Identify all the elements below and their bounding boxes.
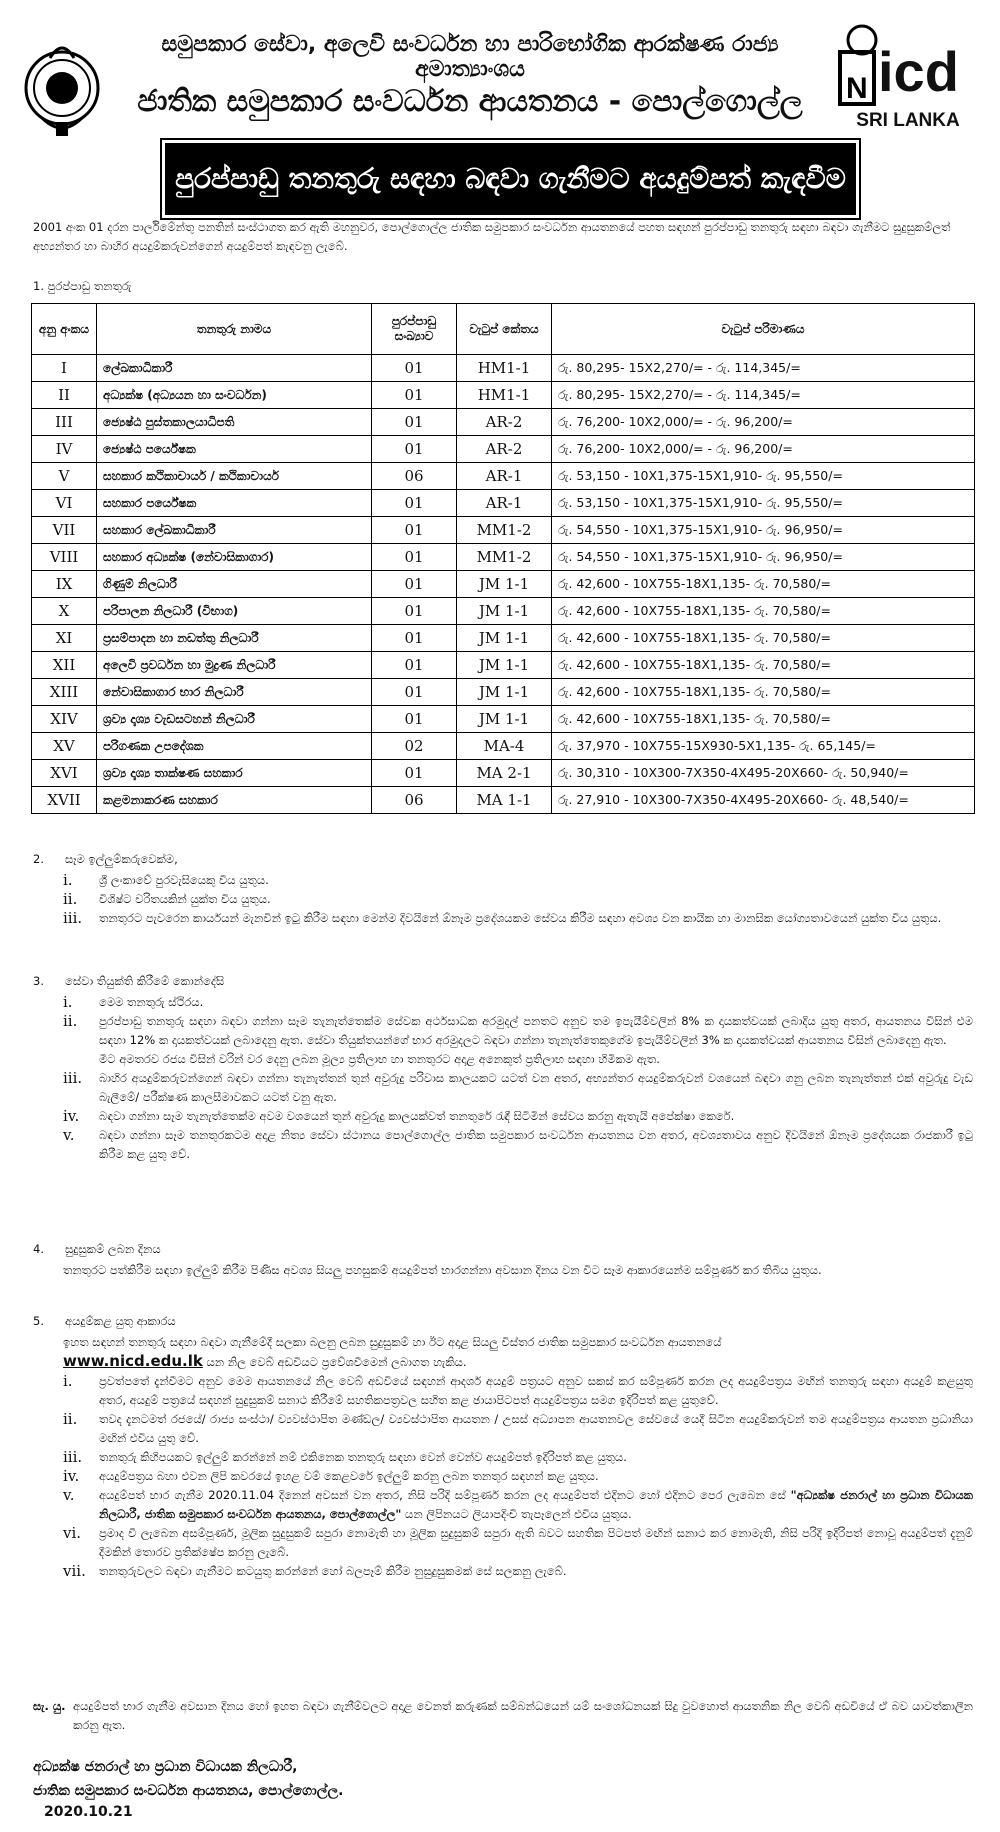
ministry-title: සමුපකාර සේවා, අලෙවි සංවර්ධන හා පාරිභෝගික ආරක්ෂණ රාජ්‍ය අමාත්‍යාංශය [161,32,779,82]
section-title: සේවා තියුක්ති කිරීමේ කොන්දේසි [65,974,225,988]
row-number: IV [32,436,97,463]
post-name: කළමනාකරණ සහකාර [97,787,372,814]
post-name: සහකාර අධ්‍යක්ෂ (නේවාසිකාගාර) [97,544,372,571]
post-name: අලෙවි ප්‍රවර්ධන හා මුද්‍රණ නිලධාරී [97,652,372,679]
section-title: සුදුසුකම් ලබන දිනය [65,1242,161,1256]
vacancy-count: 01 [372,382,457,409]
institute-title: ජාතික සමුපකාර සංවර්ධන ආයතනය - පොල්ගොල්ල [137,84,803,119]
salary-code: JM 1-1 [457,679,552,706]
row-number: XVII [32,787,97,814]
item-text-main: තවද දැනටමත් රජයේ/ රාජ්‍ය සංස්ථා/ ව්‍යවස්ථාපිත මණ්ඩල/ ව්‍යවස්ථාපිත ආයතන / උසස් අධ්‍යාපන ආයතනවල සේවයේ යෙදී සිටින අයදුම්කරුවන් තම අයදුම්පත්‍රය ආයතන ප්‍රධානියා මඟින් එවිය යුතු වේ. [99,1412,973,1445]
item-text-main: අයදුම්පත්‍රය බහා එවන ලිපි කවරයේ ඉහළ වම් කෙළවරේ ඉල්ලුම් කරනු ලබන තනතුර සඳහන් කළ යුතුය. [99,1469,599,1483]
intro-paragraph: 2001 අංක 01 දරන පාර්ලිමේන්තු පනතින් සංස්ථාගත කර ඇති මහනුවර, පොල්ගොල්ල ජාතික සමුපකාර සංවර්ධන ආයතනයේ පහත සඳහන් පුරප්පාඩු තනතුරු සඳහා බඳවා ගැනීමට සුදුසුකම්ලත් අභ්‍යන්තර හා බාහිර අයදුම්කරුවන්ගෙන් අයදුම්පත් කැඳවනු ලැබේ. [33,220,951,253]
vacancy-count: 01 [372,598,457,625]
website-link[interactable]: www.nicd.edu.lk [63,1352,203,1370]
row-number: VII [32,517,97,544]
salary-scale: රු. 42,600 - 10X755-18X1,135- රු. 70,580/= [552,652,975,679]
table-row [32,409,975,436]
apply-intro-text: ඉහත සඳහන් තනතුරු සඳහා බඳවා ගැනීමේදී සලකා බලනු ලබන සුදුසුකම් හා ඊට අදාළ සියලු විස්තර ජාතික සමුපකාර සංවර්ධන ආයතනයේ [63,1335,722,1349]
vacancy-count: 01 [372,625,457,652]
list-item [63,909,973,928]
table-row [32,679,975,706]
item-numeral: iv. [63,1467,80,1485]
salary-scale: රු. 37,970 - 10X755-15X930-5X1,135- රු. 65,145/= [552,733,975,760]
table-row [32,625,975,652]
salary-scale: රු. 42,600 - 10X755-18X1,135- රු. 70,580/= [552,598,975,625]
item-numeral: i. [63,1372,73,1390]
vacancy-count: 06 [372,463,457,490]
salary-code: AR-2 [457,436,552,463]
row-number: I [32,355,97,382]
section-conditions [33,972,973,1164]
vacancy-count: 06 [372,787,457,814]
signature-line-1: අධ්‍යක්ෂ ජනරාල් හා ප්‍රධාන විධායක නිලධාරී, [33,1759,298,1775]
item-text-main: තනතුරුවලට බඳවා ගැනීමට කටයුතු කරන්නේ හෝ බලපෑම් කිරීම නුසුදුසුකමක් සේ සලකනු ලැබේ. [99,1564,567,1578]
salary-code: JM 1-1 [457,625,552,652]
salary-code: MA 1-1 [457,787,552,814]
vacancy-table [31,303,975,814]
vacancy-count: 01 [372,436,457,463]
row-number: XV [32,733,97,760]
item-text [99,871,973,890]
section-title: අයදුම්කළ යුතු ආකාරය [65,1314,176,1328]
table-title: 1. පුරප්පාඩු තනතුරු [33,279,132,293]
item-text [99,1126,973,1164]
item-numeral: iii. [63,1069,83,1087]
logo-text: icd [878,40,959,103]
item-text [99,890,973,909]
section-qualifying-date [33,1240,973,1280]
vacancy-count: 01 [372,652,457,679]
salary-scale: රු. 42,600 - 10X755-18X1,135- රු. 70,580/= [552,571,975,598]
list-item [63,871,973,890]
vacancy-count: 01 [372,571,457,598]
item-text [99,1107,973,1126]
note-text: අයදුම්පත් භාර ගැනීම අවසාන දිනය හෝ ඉහත බඳවා ගැනීම්වලට අදාළ වෙනත් කරුණක් සම්බන්ධයෙන් යම් සංශෝධනයක් සිදු වුවහොත් ආයතනික නිල වෙබ් අඩවියේ ඒ බව යාවත්කාලීන කරනු ඇත. [73,1699,973,1732]
row-number: XIV [32,706,97,733]
table-row [32,463,975,490]
row-number: XI [32,625,97,652]
row-number: X [32,598,97,625]
post-name: ලේඛකාධිකාරී [97,355,372,382]
table-row [32,733,975,760]
salary-code: MM1-2 [457,517,552,544]
section-number: 3. [33,974,44,988]
post-name: සහකාර ලේඛකාධිකාරී [97,517,372,544]
salary-scale: රු. 76,200- 10X2,000/= - රු. 96,200/= [552,436,975,463]
vacancy-count: 01 [372,760,457,787]
post-name: ශ්‍රව්‍ය දෘශ්‍ය වැඩසටහන් නිලධාරී [97,706,372,733]
logo-subtext: SRI LANKA [856,110,960,131]
item-text [99,1524,973,1562]
post-name: ශ්‍රව්‍ය දෘශ්‍ය තාක්ෂණ සහකාර [97,760,372,787]
item-text [99,1012,973,1050]
list-item [63,1410,973,1448]
item-numeral: i. [63,871,73,889]
salary-scale: රු. 53,150 - 10X1,375-15X1,910- රු. 95,550/= [552,490,975,517]
section-how-to-apply [33,1312,973,1581]
list-item [63,1107,973,1126]
list-item [63,1372,973,1410]
item-text-main: අයදුම්පත් භාර ගැනීම 2020.11.04 දිනෙන් අවසන් වන අතර, නිසි පරිදි සම්පූර්ණ කරන ලද අයදුම්පත් එදිනට හෝ එදිනට පෙර ලැබෙන සේ [99,1488,786,1502]
section-title: සෑම ඉල්ලුම්කරුවෙක්ම, [65,852,178,866]
table-row [32,382,975,409]
post-name: ප්‍රසම්පාදන හා නඩත්තු නිලධාරී [97,625,372,652]
salary-scale: රු. 54,550 - 10X1,375-15X1,910- රු. 96,950/= [552,544,975,571]
item-text [99,1562,973,1581]
item-numeral [63,1050,99,1069]
item-numeral: i. [63,993,73,1011]
salary-code: JM 1-1 [457,571,552,598]
vacancy-count: 01 [372,706,457,733]
item-numeral: ii. [63,1410,78,1428]
row-number: XVI [32,760,97,787]
table-body [32,355,975,814]
col-header-scale: වැටුප් පරිමාණය [552,304,975,355]
table-row [32,517,975,544]
signature-block [33,1755,633,1803]
item-numeral: iii. [63,1448,83,1466]
vacancy-count: 01 [372,490,457,517]
publication-date: 2020.10.21 [44,1804,133,1820]
list-item [63,1069,973,1107]
row-number: V [32,463,97,490]
salary-code: HM1-1 [457,355,552,382]
salary-code: AR-2 [457,409,552,436]
item-text [99,993,973,1012]
item-numeral: ii. [63,890,78,908]
table-row [32,355,975,382]
item-text-main: බඳවා ගන්නා සෑම තනතුරකටම අදාළ නිත්‍ය සේවා ස්ථානය පොල්ගොල්ල ජාතික සමුපකාර සංවර්ධන ආයතනය වන අතර, අවශ්‍යතාවය අනුව දිවයිනේ ඕනෑම ප්‍රදේශයක රාජකාරී ඉටු කිරීම කළ යුතු වේ. [99,1128,973,1161]
item-text [99,1410,973,1448]
item-text [99,1050,973,1069]
salary-code: JM 1-1 [457,706,552,733]
table-row [32,598,975,625]
item-text-main: බාහිර අයදුම්කරුවන්ගෙන් බඳවා ගන්නා තැනැත්තන් තුන් අවුරුදු පරිවාස කාලයකට යටත් වන අතර, අභ්‍යන්තර අයදුම්කරුවන් වශයෙන් බඳවා ගනු ලබන තැනැත්තන් එක් අවුරුදු වැඩ බැලීමේ/ පරීක්ෂණ කාලසීමාවකට යටත් වනු ඇත. [99,1071,973,1104]
salary-code: MA-4 [457,733,552,760]
table-row [32,436,975,463]
headline-banner: පුරප්පාඩු තනතුරු සඳහා බඳවා ගැනීමට අයදුම්පත් කැඳවීම [165,143,856,215]
table-row [32,652,975,679]
post-name: ජ්‍යෙෂ්ඨ පුස්තකාලයාධිපති [97,409,372,436]
row-number: IX [32,571,97,598]
row-number: VI [32,490,97,517]
salary-scale: රු. 30,310 - 10X300-7X350-4X495-20X660- රු. 50,940/= [552,760,975,787]
list-item [63,1050,973,1069]
apply-intro-end: යන නිල වෙබ් අඩවියට ප්‍රවේශවීමෙන් ලබාගත හැකිය. [206,1355,467,1369]
item-text [99,1467,973,1486]
list-item [63,1524,973,1562]
vacancy-count: 01 [372,355,457,382]
item-numeral: iv. [63,1107,80,1125]
item-text-main: මෙම තනතුරු ස්ථිරය. [99,995,204,1009]
post-name: පරිගණක උපදේශක [97,733,372,760]
post-name: අධ්‍යක්ෂ (අධ්‍යයන හා සංවර්ධන) [97,382,372,409]
note-label: සැ. යු. [33,1699,66,1713]
salary-scale: රු. 76,200- 10X2,000/= - රු. 96,200/= [552,409,975,436]
table-row [32,760,975,787]
item-numeral: vi. [63,1524,82,1542]
salary-code: AR-1 [457,463,552,490]
item-text-main: පුරප්පාඩු තනතුරු සඳහා බඳවා ගන්නා සෑම තැනැත්තෙක්ම සේවක අර්ථසාධක අරමුදල් පනතට අනුව තම ඉපැයීම්වලින් 8% ක දායකත්වයක් ලබාදිය යුතු අතර, ආයතනය විසින් එම සඳහා 12% ක දායකත්වයක් ලබාදෙනු ඇත. සේවා තියුක්තයන්ගේ භාර අරමුදලට බඳවා ගන්නා තැනැත්තෙකුගේම ඉපැයීම්වලින් 3% ක දායකත්වයක් ආයතනය විසින් ලබාදෙනු ඇත. [99,1014,973,1047]
list-item [63,1467,973,1486]
item-text-main: බඳවා ගන්නා සෑම තැනැත්තෙක්ම අවම වශයෙන් තුන් අවුරුදු කාලයක්වත් තනතුරේ රැඳී සිටිමින් සේවය කරනු ඇතැයි අපේක්ෂා කෙරේ. [99,1109,735,1123]
item-text-main: ප්‍රමාද වී ලැබෙන අසම්පූර්ණ, මූලික සුදුසුකම් සපුරා නොමැති හා මූලික සුදුසුකම් සපුරා ඇති බවට සහතික පිටපත් මඟින් සනාථ කර නොමැති, නිසි පරිදි ඉදිරිපත් නොවූ අයදුම්පත් දැනුම් දීමකින් තොරව ප්‍රතික්ෂේප කරනු ලැබේ. [99,1526,973,1559]
vacancy-count: 01 [372,544,457,571]
note-block [33,1697,973,1735]
row-number: XII [32,652,97,679]
col-header-number: අනු අංකය [32,304,97,355]
post-name: ගිණුම් නිලධාරී [97,571,372,598]
svg-text:N: N [846,72,868,105]
item-numeral: iii. [63,909,83,927]
post-name: නේවාසිකාගාර භාර නිලධාරී [97,679,372,706]
salary-scale: රු. 42,600 - 10X755-18X1,135- රු. 70,580/= [552,706,975,733]
section-text: තනතුරට පත්කිරීම සඳහා ඉල්ලුම් කිරීම පිණිස අවශ්‍ය සියලු පහසුකම් අයදුම්පත් භාරගන්නා අවසාන දිනය වන විට සෑම ආකාරයෙන්ම සම්පූර්ණ කර තිබිය යුතුය. [63,1263,822,1277]
list-item [63,1448,973,1467]
item-text-main: තනතුරට පැවරෙන කාර්යයන් මැනවින් ඉටු කිරීම සඳහා මෙන්ම දිවයිනේ ඕනෑම ප්‍රදේශයකම සේවය කිරීම සඳහා අවශ්‍ය වන කායික හා මානසික යෝග්‍යතාවයෙන් යුක්ත විය යුතුය. [99,911,942,925]
table-row [32,490,975,517]
salary-code: JM 1-1 [457,598,552,625]
col-header-count: පුරප්පාඩු සංඛ්‍යාව [372,304,457,355]
item-text-main: මීට අමතරව රජය විසින් වරින් වර දෙනු ලබන මූල්‍ය ප්‍රතිලාභ හා තනතුරට අදාළ අනෙකුත් ප්‍රතිලාභ සඳහා හිමිකම ඇත. [99,1052,660,1066]
salary-scale: රු. 27,910 - 10X300-7X350-4X495-20X660- රු. 48,540/= [552,787,975,814]
item-text [99,1372,973,1410]
col-header-code: වැටුප් කේතය [457,304,552,355]
post-name: සහකාර කථිකාචාර්ය / කථිකාචාර්ය [97,463,372,490]
vacancy-count: 02 [372,733,457,760]
item-text [99,1069,973,1107]
item-text-main: ප්‍රවත්පතේ දැන්වීමට අනුව මෙම ආයතනයේ නිල වෙබ් අඩවියේ සඳහන් ආදර්ශ අයදුම් පත්‍රයට අනුව සකස් කර සම්පූර්ණ කරන ලද අයදුම්පත්‍රය මඟින් තනතුරු සඳහා අයදුම් කළයුතු අතර, අයදුම් පත්‍රයේ සඳහන් සුදුසුකම් සනාථ කිරීමේ සහතිකපත්‍රවල සහිත කළ ඡායාපිටපත් අයදුම්පත්‍රය සමග ඉදිරිපත් කළ යුතුවේ. [99,1374,973,1407]
list-item [63,1562,973,1581]
table-row [32,544,975,571]
table-row [32,787,975,814]
item-text-tail: යන ලිපිනයට ලියාපදිංචි තැපෑලෙන් එවිය යුතුය. [405,1507,632,1521]
table-header-row [32,304,975,355]
item-text [99,1486,973,1524]
apply-intro [63,1333,973,1372]
section-eligibility [33,850,973,928]
section-number: 2. [33,852,44,866]
row-number: VIII [32,544,97,571]
post-name: පරිපාලන නිලධාරී (විභාග) [97,598,372,625]
salary-scale: රු. 80,295- 15X2,270/= - රු. 114,345/= [552,355,975,382]
item-text-address: "අධ්‍යක්ෂ ජනරාල් හා ප්‍රධාන විධායක නිලධාරී, ජාතික සමුපකාර සංවර්ධන ආයතනය, පොල්ගොල්ල" [99,1488,974,1521]
list-item [63,1486,973,1524]
item-numeral: vii. [63,1562,86,1580]
vacancy-count: 01 [372,517,457,544]
salary-code: MA 2-1 [457,760,552,787]
salary-code: HM1-1 [457,382,552,409]
item-numeral: v. [63,1486,75,1504]
row-number: II [32,382,97,409]
vacancy-count: 01 [372,679,457,706]
section-number: 5. [33,1314,44,1328]
table-row [32,706,975,733]
signature-line-2: ජාතික සමුපකාර සංවර්ධන ආයතනය, පොල්ගොල්ල. [33,1783,344,1799]
post-name: ජ්‍යෙෂ්ඨ පර්යේෂක [97,436,372,463]
list-item [63,890,973,909]
salary-scale: රු. 54,550 - 10X1,375-15X1,910- රු. 96,950/= [552,517,975,544]
item-numeral: v. [63,1126,75,1144]
list-item [63,1012,973,1050]
row-number: III [32,409,97,436]
salary-code: JM 1-1 [457,652,552,679]
salary-scale: රු. 42,600 - 10X755-18X1,135- රු. 70,580/= [552,625,975,652]
item-text [99,909,973,928]
salary-code: MM1-2 [457,544,552,571]
post-name: සහකාර පර්යේෂක [97,490,372,517]
item-text-main: ශ්‍රී ලංකාවේ පුරවැසියෙකු විය යුතුය. [99,873,269,887]
salary-code: AR-1 [457,490,552,517]
list-item [63,993,973,1012]
row-number: XIII [32,679,97,706]
salary-scale: රු. 80,295- 15X2,270/= - රු. 114,345/= [552,382,975,409]
item-text-main: විශිෂ්ට චරිතයකින් යුක්ත විය යුතුය. [99,892,271,906]
item-text [99,1448,973,1467]
salary-scale: රු. 53,150 - 10X1,375-15X1,910- රු. 95,550/= [552,463,975,490]
item-numeral: ii. [63,1012,78,1030]
table-row [32,571,975,598]
nicd-logo [838,22,978,134]
salary-scale: රු. 42,600 - 10X755-18X1,135- රු. 70,580/= [552,679,975,706]
sri-lanka-emblem-icon [22,18,102,158]
item-text-main: තනතුරු කිහිපයකට ඉල්ලුම් කරන්නේ නම් එකිනෙක තනතුරු සඳහා වෙන් වෙන්ව අයදුම්පත් ඉදිරිපත් කළ යුතුය. [99,1450,627,1464]
section-number: 4. [33,1242,44,1256]
col-header-post: තනතුරු නාමය [97,304,372,355]
vacancy-count: 01 [372,409,457,436]
list-item [63,1126,973,1164]
